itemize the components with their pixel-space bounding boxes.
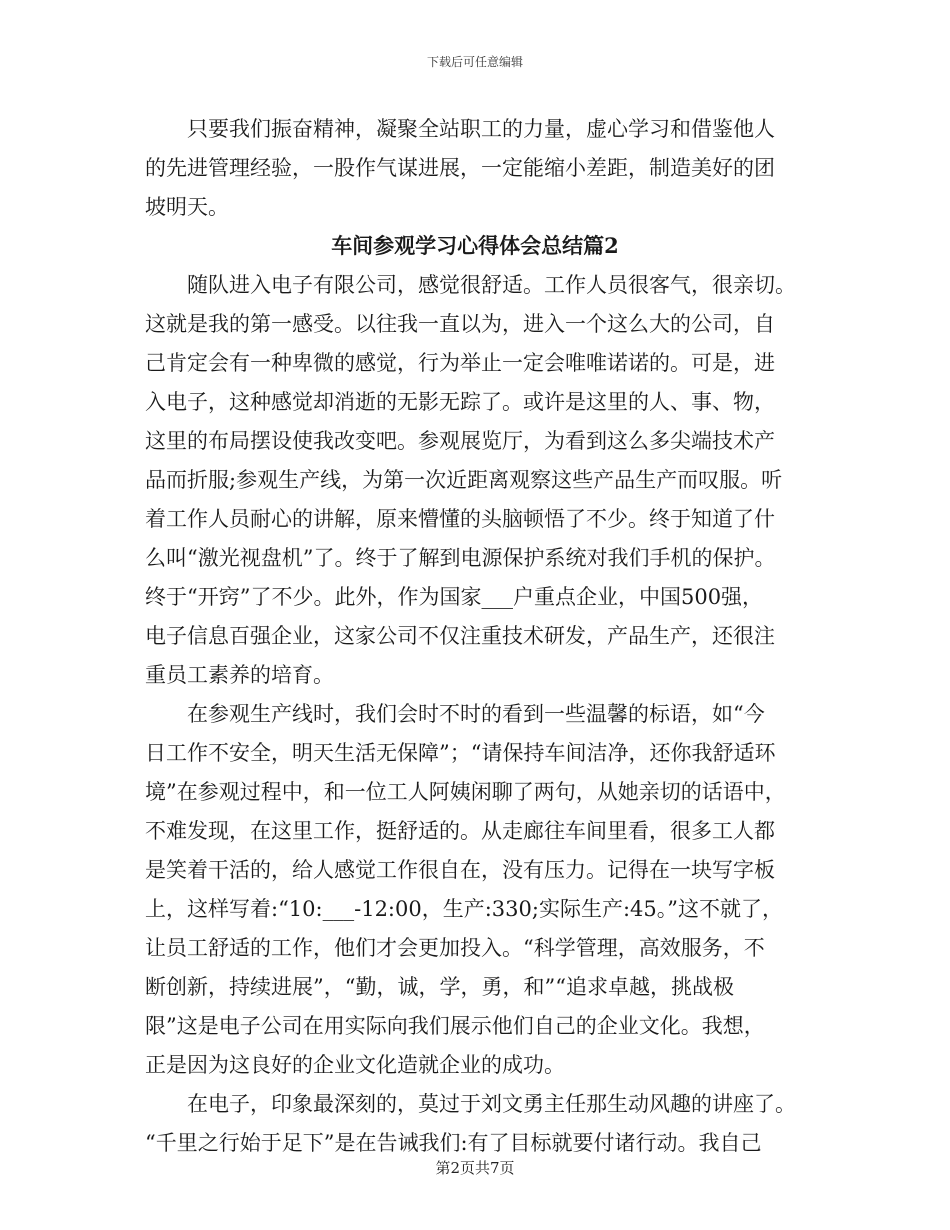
page-header: 下载后可任意编辑 bbox=[426, 55, 523, 69]
text-line: 重员工素养的培育。 bbox=[145, 663, 334, 687]
text-line: 是笑着干活的，给人感觉工作很自在，没有压力。记得在一块写字板 bbox=[145, 858, 775, 882]
text-line: 限”这是电子公司在用实际向我们展示他们自己的企业文化。我想， bbox=[145, 1014, 765, 1038]
text-line: 正是因为这良好的企业文化造就企业的成功。 bbox=[145, 1053, 565, 1077]
text-line: 么叫“激光视盘机”了。终于了解到电源保护系统对我们手机的保护。 bbox=[145, 546, 776, 570]
text-line: 着工作人员耐心的讲解，原来懵懂的头脑顿悟了不少。终于知道了什 bbox=[145, 507, 775, 531]
text-line: 日工作不安全，明天生活无保障”；“请保持车间洁净，还你我舒适环 bbox=[145, 741, 776, 765]
text-line: “千里之行始于足下”是在告诫我们:有了目标就要付诸行动。我自己 bbox=[145, 1131, 762, 1155]
text-line: 这里的布局摆设使我改变吧。参观展览厅，为看到这么多尖端技术产 bbox=[145, 429, 775, 453]
text-line: 入电子，这种感觉却消逝的无影无踪了。或许是这里的人、事、物， bbox=[145, 390, 775, 414]
text-line: 境”在参观过程中，和一位工人阿姨闲聊了两句，从她亲切的话语中， bbox=[145, 780, 786, 804]
text-line: 上，这样写着:“10:___-12:00，生产:330;实际生产:45。”这不就了， bbox=[145, 897, 783, 921]
page-footer: 第2页共7页 bbox=[435, 1159, 515, 1177]
text-line: 只要我们振奋精神，凝聚全站职工的力量，虚心学习和借鉴他人 bbox=[187, 117, 775, 141]
text-line: 在参观生产线时，我们会时不时的看到一些温馨的标语，如“今 bbox=[187, 702, 765, 726]
text-line: 在电子，印象最深刻的，莫过于刘文勇主任那生动风趣的讲座了。 bbox=[187, 1092, 796, 1116]
text-line: 己肯定会有一种卑微的感觉，行为举止一定会唯唯诺诺的。可是，进 bbox=[145, 351, 775, 375]
text-line: 让员工舒适的工作，他们才会更加投入。“科学管理，高效服务，不 bbox=[145, 936, 765, 960]
text-line: 不难发现，在这里工作，挺舒适的。从走廊往车间里看，很多工人都 bbox=[145, 819, 775, 843]
text-line: 电子信息百强企业，这家公司不仅注重技术研发，产品生产，还很注 bbox=[145, 624, 775, 648]
section-title: 车间参观学习心得体会总结篇2 bbox=[331, 233, 619, 258]
text-line: 随队进入电子有限公司，感觉很舒适。工作人员很客气，很亲切。 bbox=[187, 273, 796, 297]
text-line: 断创新，持续进展”，“勤，诚，学，勇，和”“追求卓越，挑战极 bbox=[145, 975, 734, 999]
text-line: 的先进管理经验，一股作气谋进展，一定能缩小差距，制造美好的团 bbox=[145, 156, 775, 180]
text-line: 这就是我的第一感受。以往我一直以为，进入一个这么大的公司，自 bbox=[145, 312, 775, 336]
text-line: 品而折服;参观生产线，为第一次近距离观察这些产品生产而叹服。听 bbox=[145, 468, 783, 492]
text-line: 坡明天。 bbox=[145, 195, 229, 219]
text-line: 终于“开窍”了不少。此外，作为国家___户重点企业，中国500强， bbox=[145, 585, 764, 609]
